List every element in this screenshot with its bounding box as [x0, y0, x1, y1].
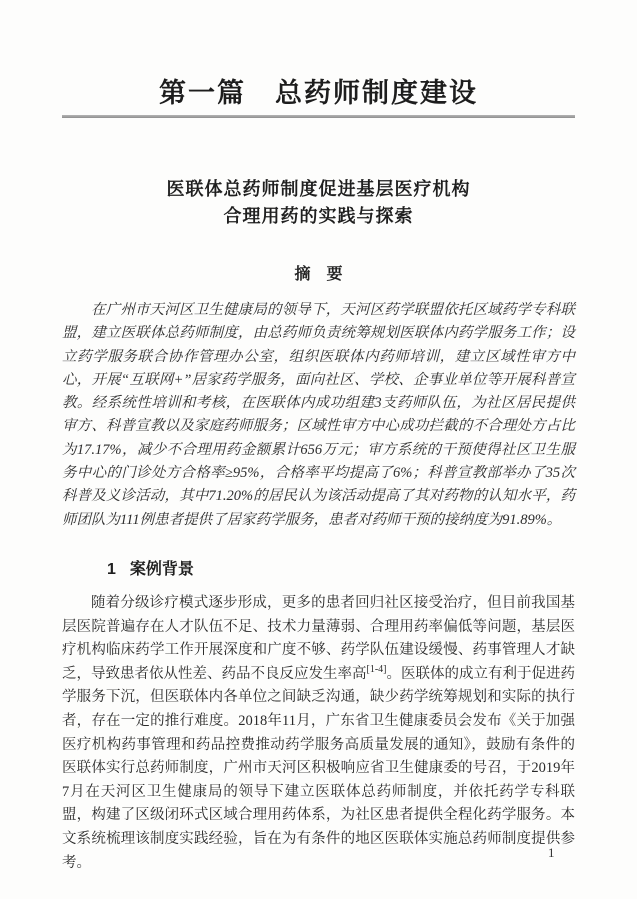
- article-title-line2: 合理用药的实践与探索: [223, 206, 414, 226]
- section1-paragraph: [62, 592, 575, 875]
- section1-text-after-citation: 。医联体的成立有利于促进药学服务下沉，但医联体内各单位之间缺乏沟通，缺少药学统筹规划和实际的执行者，存在一定的推行难度。2018年11月，广东省卫生健康委员会发布《关于加强医疗机构药事管理和药品控费推动药学服务高质量发展的通知》，鼓励有条件的医联体实行总药师制度，广州市天河区积极响应省卫生健康委的号召，于2019年7月在天河区卫生健康局的领导下建立医联体总药师制度，并依托药学专科联盟，构建了区级闭环式区域合理用药体系，为社区患者提供全程化药学服务。本文系统梳理该制度实践经验，旨在为有条件的地区医联体实施总药师制度提供参考。: [62, 665, 575, 871]
- section1-text-before-citation: 随着分级诊疗模式逐步形成，更多的患者回归社区接受治疗，但目前我国基层医院普遍存在人才队伍不足、技术力量薄弱、合理用药率偏低等问题，基层医疗机构临床药学工作开展深度和广度不够、药学队伍建设缓慢、药事管理人才缺乏，导致患者依从性差、药品不良反应发生率高: [62, 594, 575, 682]
- citation-marker: [1-4]: [366, 663, 387, 675]
- article-title-line1: 医联体总药师制度促进基层医疗机构: [166, 179, 471, 199]
- page-content: [62, 0, 575, 875]
- page-number: 1: [548, 845, 555, 860]
- abstract-heading: 摘 要: [294, 266, 343, 283]
- article-title: [62, 176, 575, 230]
- section1-heading: [62, 556, 575, 579]
- part-banner: [62, 0, 575, 118]
- part-title: 第一篇 总药师制度建设: [159, 78, 478, 108]
- section1-title: 案例背景: [129, 560, 194, 578]
- abstract-paragraph: 在广州市天河区卫生健康局的领导下，天河区药学联盟依托区域药学专科联盟，建立医联体总药师制度，由总药师负责统筹规划医联体内药学服务工作；设立药学服务联合协作管理办公室，组织医联体内药师培训，建立区域性审方中心，开展“互联网+”居家药学服务，面向社区、学校、企事业单位等开展科普宣教。经系统性培训和考核，在医联体内成功组建3支药师队伍，为社区居民提供审方、科普宣教以及家庭药师服务；区域性审方中心成功拦截的不合理处方占比为17.17%，减少不合理用药金额累计656万元；审方系统的干预使得社区卫生服务中心的门诊处方合格率≥95%，合格率平均提高了6%；科普宣教部举办了35次科普及义诊活动，其中71.20%的居民认为该活动提高了其对药物的认知水平，药师团队为111例患者提供了居家药学服务，患者对药师干预的接纳度为91.89%。: [62, 302, 575, 528]
- part-divider-rule: [62, 115, 575, 118]
- section1-number: 1: [107, 560, 116, 578]
